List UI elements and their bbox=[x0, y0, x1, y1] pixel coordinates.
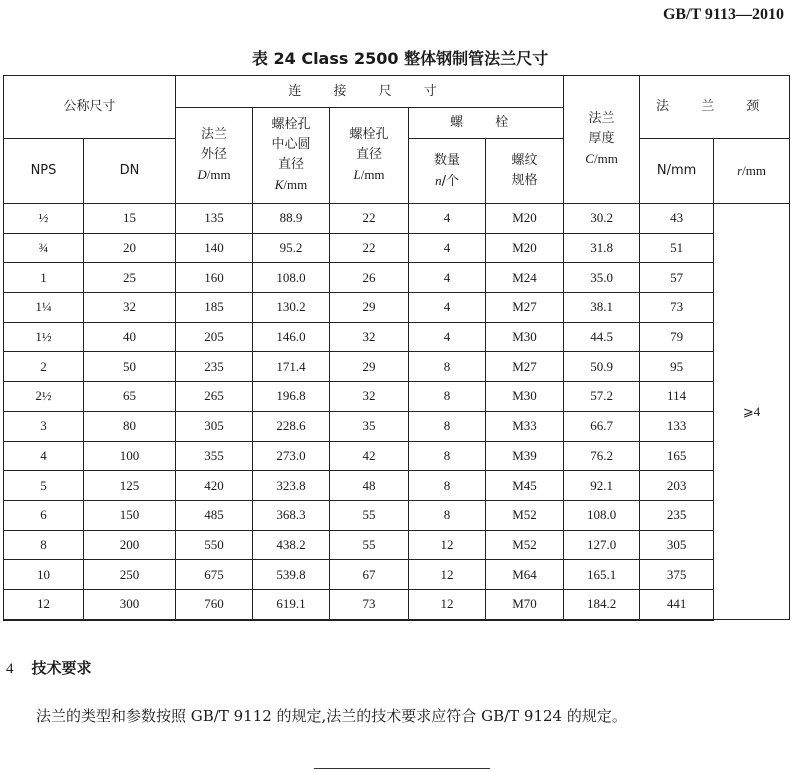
dn-cell: 200 bbox=[84, 530, 176, 560]
bolt-hole-diameter-cell: 35 bbox=[330, 411, 409, 441]
bolt-hole-diameter-cell: 42 bbox=[330, 441, 409, 471]
flange-neck-header: 法 兰 颈 bbox=[640, 76, 790, 139]
dn-cell: 150 bbox=[84, 500, 176, 530]
neck-n-cell: 235 bbox=[640, 500, 714, 530]
flange-thickness-cell: 66.7 bbox=[564, 411, 640, 441]
bolt-hole-diameter-cell: 55 bbox=[330, 500, 409, 530]
table-row bbox=[4, 471, 790, 501]
dn-cell: 250 bbox=[84, 560, 176, 590]
thread-spec-cell: M20 bbox=[486, 204, 564, 234]
bolt-hole-diameter-header: 螺栓孔 直径 L/mm bbox=[330, 108, 409, 204]
bolt-quantity-cell: 8 bbox=[409, 471, 486, 501]
thread-spec-cell: M70 bbox=[486, 589, 564, 619]
table-row bbox=[4, 500, 790, 530]
flange-thickness-cell: 57.2 bbox=[564, 382, 640, 412]
neck-n-cell: 57 bbox=[640, 263, 714, 293]
bolt-header: 螺 栓 bbox=[409, 108, 564, 139]
flange-thickness-cell: 184.2 bbox=[564, 589, 640, 619]
outer-diameter-cell: 160 bbox=[176, 263, 253, 293]
outer-diameter-cell: 760 bbox=[176, 589, 253, 619]
bolt-quantity-cell: 8 bbox=[409, 382, 486, 412]
flange-thickness-cell: 30.2 bbox=[564, 204, 640, 234]
table-row bbox=[4, 233, 790, 263]
thread-spec-cell: M52 bbox=[486, 500, 564, 530]
connection-dimensions-header: 连 接 尺 寸 bbox=[176, 76, 564, 108]
neck-n-cell: 133 bbox=[640, 411, 714, 441]
bolt-circle-diameter-header: 螺栓孔 中心圆 直径 K/mm bbox=[253, 108, 330, 204]
thread-spec-cell: M20 bbox=[486, 233, 564, 263]
section-number: 4 bbox=[6, 661, 14, 677]
thread-spec-cell: M30 bbox=[486, 382, 564, 412]
nps-header: NPS bbox=[4, 139, 84, 204]
nps-cell: 2½ bbox=[4, 382, 84, 412]
bolt-quantity-cell: 12 bbox=[409, 589, 486, 619]
bolt-quantity-cell: 4 bbox=[409, 293, 486, 323]
bolt-hole-diameter-cell: 29 bbox=[330, 293, 409, 323]
dn-cell: 100 bbox=[84, 441, 176, 471]
nps-cell: 3 bbox=[4, 411, 84, 441]
bolt-quantity-cell: 4 bbox=[409, 322, 486, 352]
neck-n-cell: 305 bbox=[640, 530, 714, 560]
bolt-hole-diameter-cell: 29 bbox=[330, 352, 409, 382]
table-row bbox=[4, 293, 790, 323]
nps-cell: 1¼ bbox=[4, 293, 84, 323]
flange-thickness-cell: 31.8 bbox=[564, 233, 640, 263]
bolt-quantity-header: 数量 n/个 bbox=[409, 139, 486, 204]
flange-thickness-cell: 38.1 bbox=[564, 293, 640, 323]
outer-diameter-header: 法兰 外径 D/mm bbox=[176, 108, 253, 204]
table-row bbox=[4, 411, 790, 441]
section-paragraph: 法兰的类型和参数按照 GB/T 9112 的规定,法兰的技术要求应符合 GB/T 9124 的规定。 bbox=[36, 707, 627, 725]
bolt-circle-diameter-cell: 228.6 bbox=[253, 411, 330, 441]
dn-cell: 300 bbox=[84, 589, 176, 619]
thread-spec-header: 螺纹 规格 bbox=[486, 139, 564, 204]
neck-r-cell: ⩾4 bbox=[714, 204, 790, 620]
flange-thickness-cell: 127.0 bbox=[564, 530, 640, 560]
standard-code: GB/T 9113—2010 bbox=[662, 6, 784, 23]
nps-cell: 5 bbox=[4, 471, 84, 501]
end-rule bbox=[314, 768, 490, 769]
bolt-quantity-cell: 8 bbox=[409, 352, 486, 382]
bolt-hole-diameter-cell: 73 bbox=[330, 589, 409, 619]
table-body bbox=[4, 204, 790, 620]
neck-n-cell: 114 bbox=[640, 382, 714, 412]
table-row bbox=[4, 263, 790, 293]
flange-thickness-cell: 35.0 bbox=[564, 263, 640, 293]
bolt-quantity-cell: 4 bbox=[409, 263, 486, 293]
outer-diameter-cell: 550 bbox=[176, 530, 253, 560]
bolt-hole-diameter-cell: 32 bbox=[330, 382, 409, 412]
bolt-quantity-cell: 8 bbox=[409, 441, 486, 471]
outer-diameter-cell: 205 bbox=[176, 322, 253, 352]
table-row bbox=[4, 322, 790, 352]
outer-diameter-cell: 675 bbox=[176, 560, 253, 590]
nps-cell: ¾ bbox=[4, 233, 84, 263]
bolt-quantity-cell: 4 bbox=[409, 233, 486, 263]
table-row bbox=[4, 560, 790, 590]
neck-n-cell: 51 bbox=[640, 233, 714, 263]
flange-dimensions-table bbox=[3, 75, 790, 621]
neck-n-cell: 441 bbox=[640, 589, 714, 619]
dn-cell: 50 bbox=[84, 352, 176, 382]
thread-spec-cell: M45 bbox=[486, 471, 564, 501]
bolt-circle-diameter-cell: 95.2 bbox=[253, 233, 330, 263]
thread-spec-cell: M64 bbox=[486, 560, 564, 590]
outer-diameter-cell: 140 bbox=[176, 233, 253, 263]
neck-r-header: r/mm bbox=[714, 139, 790, 204]
section-title: 技术要求 bbox=[31, 659, 92, 677]
neck-n-cell: 79 bbox=[640, 322, 714, 352]
table-row bbox=[4, 382, 790, 412]
thread-spec-cell: M27 bbox=[486, 293, 564, 323]
outer-diameter-cell: 235 bbox=[176, 352, 253, 382]
neck-n-cell: 375 bbox=[640, 560, 714, 590]
dn-header: DN bbox=[84, 139, 176, 204]
flange-thickness-cell: 44.5 bbox=[564, 322, 640, 352]
nps-cell: 8 bbox=[4, 530, 84, 560]
dn-cell: 40 bbox=[84, 322, 176, 352]
neck-n-header: N/mm bbox=[640, 139, 714, 204]
table-title: 表 24 Class 2500 整体钢制管法兰尺寸 bbox=[251, 49, 549, 68]
nominal-size-header: 公称尺寸 bbox=[4, 76, 176, 139]
nps-cell: 6 bbox=[4, 500, 84, 530]
bolt-quantity-cell: 8 bbox=[409, 411, 486, 441]
outer-diameter-cell: 265 bbox=[176, 382, 253, 412]
outer-diameter-cell: 305 bbox=[176, 411, 253, 441]
nps-cell: 1½ bbox=[4, 322, 84, 352]
bolt-quantity-cell: 12 bbox=[409, 560, 486, 590]
flange-thickness-cell: 50.9 bbox=[564, 352, 640, 382]
bolt-circle-diameter-cell: 539.8 bbox=[253, 560, 330, 590]
bolt-quantity-cell: 12 bbox=[409, 530, 486, 560]
dn-cell: 32 bbox=[84, 293, 176, 323]
bolt-circle-diameter-cell: 130.2 bbox=[253, 293, 330, 323]
section-heading bbox=[6, 657, 92, 678]
neck-n-cell: 165 bbox=[640, 441, 714, 471]
table-row bbox=[4, 204, 790, 234]
bolt-circle-diameter-cell: 196.8 bbox=[253, 382, 330, 412]
bolt-circle-diameter-cell: 619.1 bbox=[253, 589, 330, 619]
table-row bbox=[4, 352, 790, 382]
thread-spec-cell: M27 bbox=[486, 352, 564, 382]
bolt-hole-diameter-cell: 26 bbox=[330, 263, 409, 293]
outer-diameter-cell: 485 bbox=[176, 500, 253, 530]
flange-thickness-cell: 108.0 bbox=[564, 500, 640, 530]
bolt-hole-diameter-cell: 55 bbox=[330, 530, 409, 560]
bolt-circle-diameter-cell: 323.8 bbox=[253, 471, 330, 501]
dn-cell: 65 bbox=[84, 382, 176, 412]
thread-spec-cell: M52 bbox=[486, 530, 564, 560]
bolt-circle-diameter-cell: 368.3 bbox=[253, 500, 330, 530]
nps-cell: 10 bbox=[4, 560, 84, 590]
nps-cell: ½ bbox=[4, 204, 84, 234]
bolt-hole-diameter-cell: 22 bbox=[330, 233, 409, 263]
neck-n-cell: 73 bbox=[640, 293, 714, 323]
bolt-hole-diameter-cell: 67 bbox=[330, 560, 409, 590]
outer-diameter-cell: 355 bbox=[176, 441, 253, 471]
dn-cell: 15 bbox=[84, 204, 176, 234]
nps-cell: 1 bbox=[4, 263, 84, 293]
bolt-circle-diameter-cell: 438.2 bbox=[253, 530, 330, 560]
dn-cell: 20 bbox=[84, 233, 176, 263]
thread-spec-cell: M39 bbox=[486, 441, 564, 471]
flange-thickness-cell: 165.1 bbox=[564, 560, 640, 590]
outer-diameter-cell: 185 bbox=[176, 293, 253, 323]
bolt-quantity-cell: 8 bbox=[409, 500, 486, 530]
bolt-hole-diameter-cell: 32 bbox=[330, 322, 409, 352]
bolt-circle-diameter-cell: 108.0 bbox=[253, 263, 330, 293]
bolt-circle-diameter-cell: 273.0 bbox=[253, 441, 330, 471]
thread-spec-cell: M33 bbox=[486, 411, 564, 441]
nps-cell: 2 bbox=[4, 352, 84, 382]
table-row bbox=[4, 530, 790, 560]
nps-cell: 12 bbox=[4, 589, 84, 619]
table-row bbox=[4, 589, 790, 619]
neck-n-cell: 203 bbox=[640, 471, 714, 501]
bolt-circle-diameter-cell: 171.4 bbox=[253, 352, 330, 382]
dn-cell: 25 bbox=[84, 263, 176, 293]
table-row bbox=[4, 441, 790, 471]
bolt-hole-diameter-cell: 22 bbox=[330, 204, 409, 234]
flange-thickness-header: 法兰 厚度 C/mm bbox=[564, 76, 640, 204]
bolt-circle-diameter-cell: 88.9 bbox=[253, 204, 330, 234]
bolt-quantity-cell: 4 bbox=[409, 204, 486, 234]
outer-diameter-cell: 135 bbox=[176, 204, 253, 234]
neck-n-cell: 43 bbox=[640, 204, 714, 234]
dn-cell: 125 bbox=[84, 471, 176, 501]
flange-thickness-cell: 76.2 bbox=[564, 441, 640, 471]
thread-spec-cell: M24 bbox=[486, 263, 564, 293]
flange-thickness-cell: 92.1 bbox=[564, 471, 640, 501]
dn-cell: 80 bbox=[84, 411, 176, 441]
bolt-hole-diameter-cell: 48 bbox=[330, 471, 409, 501]
bolt-circle-diameter-cell: 146.0 bbox=[253, 322, 330, 352]
outer-diameter-cell: 420 bbox=[176, 471, 253, 501]
nps-cell: 4 bbox=[4, 441, 84, 471]
thread-spec-cell: M30 bbox=[486, 322, 564, 352]
neck-n-cell: 95 bbox=[640, 352, 714, 382]
